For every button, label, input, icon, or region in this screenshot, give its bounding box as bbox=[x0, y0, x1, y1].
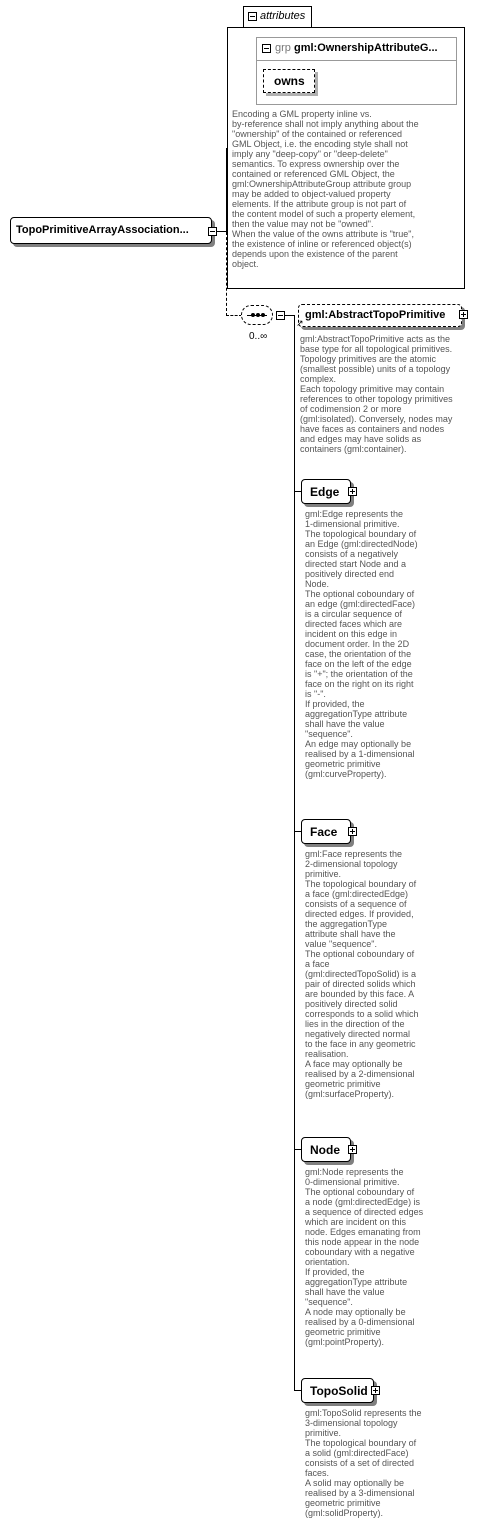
sequence-dot-2 bbox=[256, 313, 260, 317]
toposolid-documentation: gml:TopoSolid represents the 3-dimensional topology primitive. The topological boundary of a solid (gml:directedFace) consists of a set of directed faces. A solid may optionally be realised by a 3-dimensional geometric primitive (gml:solidProperty). bbox=[305, 1408, 422, 1518]
attribute-group-collapse-icon[interactable] bbox=[262, 44, 271, 53]
sequence-dot-3 bbox=[261, 313, 265, 317]
attribute-group-divider bbox=[257, 60, 456, 61]
connector-root-sequence-vertical bbox=[226, 232, 227, 316]
edge-element-box[interactable] bbox=[301, 479, 351, 504]
attributes-tab-label: attributes bbox=[260, 10, 306, 22]
sequence-cardinality: 0..∞ bbox=[249, 331, 268, 342]
attributes-collapse-icon[interactable] bbox=[248, 12, 257, 21]
connector-to-attributes-panel bbox=[226, 148, 228, 149]
abstract-topo-primitive-name: gml:AbstractTopoPrimitive bbox=[305, 309, 446, 321]
sequence-collapse-icon[interactable] bbox=[276, 311, 285, 320]
attribute-group-header bbox=[275, 42, 438, 54]
face-element-box[interactable] bbox=[301, 819, 351, 844]
edge-element-name: Edge bbox=[310, 485, 340, 499]
root-element-name: TopoPrimitiveArrayAssociation... bbox=[16, 224, 189, 236]
face-expand-icon[interactable] bbox=[348, 827, 357, 836]
face-element-name: Face bbox=[310, 825, 338, 839]
abstract-expand-icon[interactable] bbox=[459, 310, 468, 319]
abstract-documentation: gml:AbstractTopoPrimitive acts as the base type for all topological primitives. Topology primitives are the atomic (smallest possible) units of a topology complex. Each topology primitive may contain references to other topology primitives of codimension 2 or more (gml:isolated). Conversely, nodes may have faces as containers and nodes and edges may have solids as containers (gml:container). bbox=[300, 334, 453, 454]
connector-root-sequence bbox=[226, 315, 242, 316]
face-documentation: gml:Face represents the 2-dimensional topology primitive. The topological boundary of a face (gml:directedEdge) consists of a sequence of directed edges. If provided, the aggregationType attribute shall have the value "sequence". The optional coboundary of a face (gml:directedTopoSolid) is a pair of directed solids which are bounded by this face. A positively directed solid corresponds to a solid which lies in the direction of the negatively directed normal to the face in any geometric realisation. A face may optionally be realised by a 2-dimensional geometric primitive (gml:surfaceProperty). bbox=[305, 849, 419, 1099]
node-element-name: Node bbox=[310, 1143, 340, 1157]
group-name: gml:OwnershipAttributeG... bbox=[293, 42, 438, 54]
connector-attributes-vertical bbox=[226, 148, 227, 232]
sequence-compositor[interactable] bbox=[241, 305, 273, 325]
toposolid-expand-icon[interactable] bbox=[371, 1386, 380, 1395]
attributes-documentation: Encoding a GML property inline vs. by-reference shall not imply anything about the "ownership" of the contained or referenced GML Object, i.e. the encoding style shall not imply any "deep-copy" or "deep-delete" semantics. To express ownership over the contained or referenced GML Object, the gml:OwnershipAttributeGroup attribute group may be added to object-valued property elements. If the attribute group is not part of the content model of such a property element, then the value may not be "owned". When the value of the owns attribute is "true", the existence of inline or referenced object(s) depends upon the existence of the parent object. bbox=[232, 109, 419, 269]
edge-documentation: gml:Edge represents the 1-dimensional primitive. The topological boundary of an Edge (gml:directedNode) consists of a negatively directed start Node and a positively directed end Node. The optional coboundary of an edge (gml:directedFace) is a circular sequence of directed faces which are incident on this edge in document order. In the 2D case, the orientation of the face on the left of the edge is "+"; the orientation of the face on the right on its right is "-". If provided, the aggregationType attribute shall have the value "sequence". An edge may optionally be realised by a 1-dimensional geometric primitive (gml:curveProperty). bbox=[305, 509, 418, 779]
reference-arrow-icon: ↗ bbox=[296, 318, 304, 328]
toposolid-element-name: TopoSolid bbox=[310, 1384, 368, 1398]
node-documentation: gml:Node represents the 0-dimensional primitive. The optional coboundary of a node (gml:directedEdge) is a sequence of directed edges which are incident on this node. Edges emanating from this node appear in the node coboundary with a negative orientation. If provided, the aggregationType attribute shall have the value "sequence". A node may optionally be realised by a 0-dimensional geometric primitive (gml:pointProperty). bbox=[305, 1167, 424, 1347]
root-collapse-icon[interactable] bbox=[208, 227, 217, 236]
node-element-box[interactable] bbox=[301, 1137, 351, 1162]
abstract-topo-primitive-box[interactable] bbox=[298, 304, 462, 327]
owns-attribute[interactable] bbox=[263, 69, 315, 93]
edge-expand-icon[interactable] bbox=[348, 487, 357, 496]
toposolid-element-box[interactable] bbox=[301, 1378, 374, 1403]
group-prefix: grp bbox=[275, 42, 291, 54]
node-expand-icon[interactable] bbox=[348, 1145, 357, 1154]
sequence-dot-1 bbox=[251, 313, 255, 317]
owns-attribute-label: owns bbox=[274, 74, 305, 88]
connector-substitution-trunk bbox=[294, 315, 295, 1390]
root-element-box[interactable] bbox=[10, 217, 212, 244]
